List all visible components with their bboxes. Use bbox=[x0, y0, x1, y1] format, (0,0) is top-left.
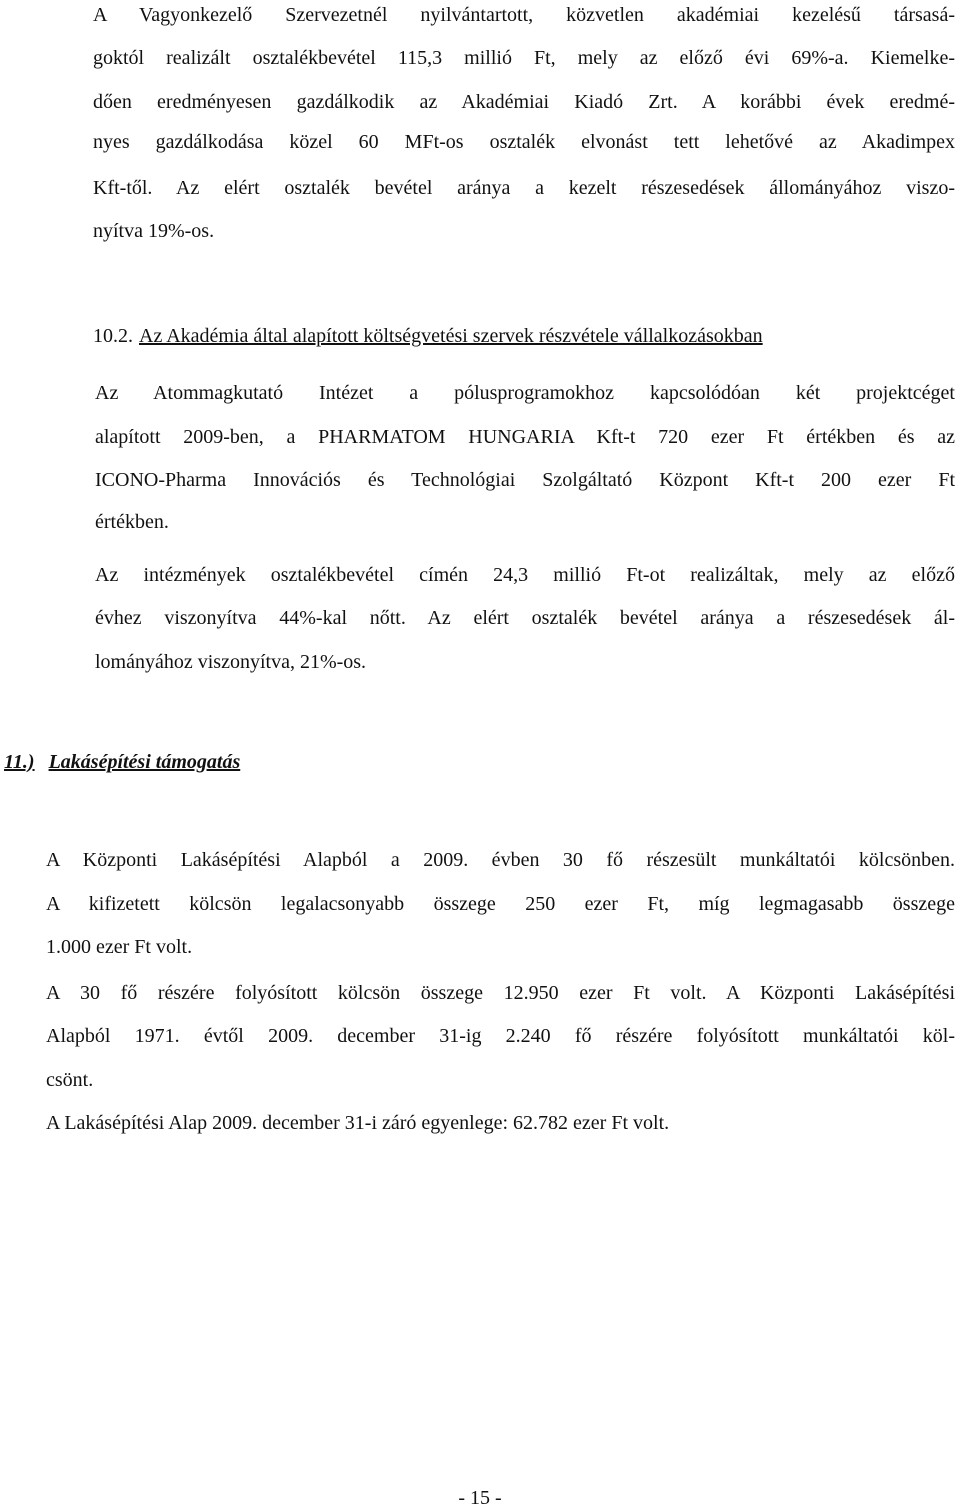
section-11-title: Lakásépítési támogatás bbox=[48, 751, 241, 773]
sec102-p1-line-1: Az Atommagkutató Intézet a pólusprogramokhoz kapcsolódóan két projektcéget bbox=[95, 382, 955, 404]
para1-line-4: nyes gazdálkodása közel 60 MFt-os osztalék elvonást tett lehetővé az Akadimpex bbox=[93, 131, 955, 153]
sec102-p2-line-3: lományához viszonyítva, 21%-os. bbox=[95, 651, 367, 673]
sec11-line-6: csönt. bbox=[46, 1069, 94, 1091]
sec102-p2-line-2: évhez viszonyítva 44%-kal nőtt. Az elért osztalék bevétel aránya a részesedések ál- bbox=[95, 607, 955, 629]
para1-line-1: A Vagyonkezelő Szervezetnél nyilvántartott, közvetlen akadémiai kezelésű társasá- bbox=[93, 4, 955, 26]
para1-line-2: goktól realizált osztalékbevétel 115,3 millió Ft, mely az előző évi 69%-a. Kiemelke- bbox=[93, 47, 955, 69]
para1-line-5: Kft-től. Az elért osztalék bevétel aránya a kezelt részesedések állományához viszo- bbox=[93, 177, 955, 199]
sec11-line-5: Alapból 1971. évtől 2009. december 31-ig 2.240 fő részére folyósított munkáltatói köl- bbox=[46, 1025, 955, 1047]
sec102-p1-line-3: ICONO-Pharma Innovációs és Technológiai Szolgáltató Központ Kft-t 200 ezer Ft bbox=[95, 469, 955, 491]
sec11-line-4: A 30 fő részére folyósított kölcsön összege 12.950 ezer Ft volt. A Központi Lakásépítési bbox=[46, 982, 955, 1004]
section-10-2-number: 10.2. bbox=[93, 325, 133, 347]
page-number: - 15 - bbox=[458, 1487, 502, 1509]
sec102-p1-line-2: alapított 2009-ben, a PHARMATOM HUNGARIA Kft-t 720 ezer Ft értékben és az bbox=[95, 426, 955, 448]
section-11-heading bbox=[4, 750, 240, 774]
sec11-line-3: 1.000 ezer Ft volt. bbox=[46, 936, 193, 958]
para1-line-6: nyítva 19%-os. bbox=[93, 220, 215, 242]
section-11-number: 11.) bbox=[4, 751, 35, 773]
sec11-line-7: A Lakásépítési Alap 2009. december 31-i záró egyenlege: 62.782 ezer Ft volt. bbox=[46, 1112, 670, 1134]
sec102-p2-line-1: Az intézmények osztalékbevétel címén 24,3 millió Ft-ot realizáltak, mely az előző bbox=[95, 564, 955, 586]
sec102-p1-line-4: értékben. bbox=[95, 511, 169, 533]
sec11-line-2: A kifizetett kölcsön legalacsonyabb összege 250 ezer Ft, míg legmagasabb összege bbox=[46, 893, 955, 915]
sec11-line-1: A Központi Lakásépítési Alapból a 2009. évben 30 fő részesült munkáltatói kölcsönben. bbox=[46, 849, 955, 871]
section-10-2-title: Az Akadémia által alapított költségvetési szervek részvétele vállalkozásokban bbox=[139, 325, 763, 347]
section-10-2-heading bbox=[93, 324, 763, 348]
para1-line-3: dően eredményesen gazdálkodik az Akadémiai Kiadó Zrt. A korábbi évek eredmé- bbox=[93, 91, 955, 113]
